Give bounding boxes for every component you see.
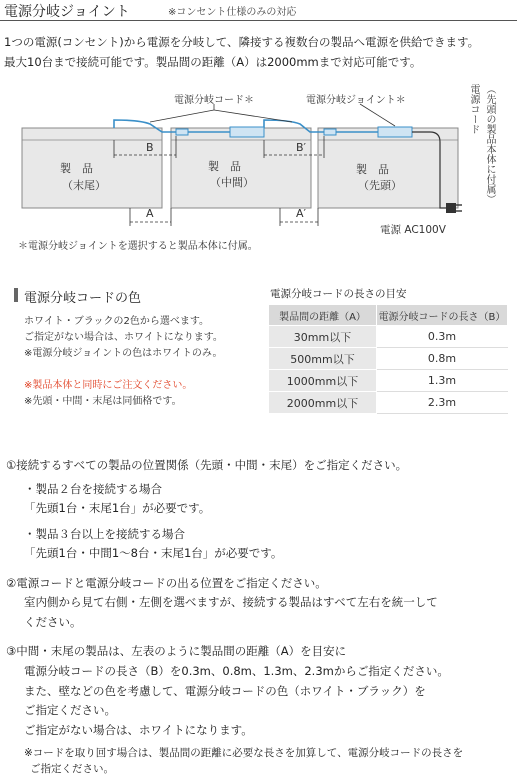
label-b: B [146,141,154,154]
note-3b: また、壁などの色を考慮して、電源分岐コードの色（ホワイト・ブラック）を [24,684,426,698]
length-table [268,304,508,414]
table-row [269,348,508,370]
product-end-title: 製 品 [60,162,93,175]
distance-cell: 2000mm以下 [269,392,377,414]
length-table-title: 電源分岐コードの長さの目安 [270,288,407,300]
header-cord-length: 電源分岐コードの長さ（B） [377,305,508,326]
product-mid-role: （中間） [210,176,254,189]
page-subtitle: ※コンセント仕様のみの対応 [168,7,297,18]
note-3d: ご指定がない場合は、ホワイトになります。 [24,723,253,737]
order-warning: ※製品本体と同時にご注文ください。 [24,380,193,391]
diagram-footnote: ＊電源分岐ジョイントを選択すると製品本体に付属。 [18,241,258,252]
header-divider [0,20,517,21]
product-head-title: 製 品 [356,163,389,176]
note-3a: 電源分岐コードの長さ（B）を0.3m、0.8m、1.3m、2.3mからご指定ください。 [24,664,449,678]
note-3: ③中間・末尾の製品は、左表のように製品間の距離（A）を目安に [6,644,347,658]
price-note: ※先頭・中間・末尾は同価格です。 [24,396,182,407]
power-label: 電源 AC100V [380,224,446,236]
color-line-1: ホワイト・ブラックの2色から選べます。 [24,316,210,327]
cord-label: 電源分岐コード＊ [174,95,254,106]
product-mid-box [171,128,311,208]
label-a2: A′ [296,207,307,220]
product-mid-title: 製 品 [208,160,241,173]
note-4a: ご指定ください。 [30,763,114,775]
table-row [269,392,508,414]
power-cord-label: 電源コード [468,84,479,134]
color-line-2: ご指定がない場合は、ホワイトになります。 [24,332,223,343]
intro-line-1: 1つの電源(コンセント)から電源を分岐して、隣接する複数台の製品へ電源を供給できます。 [4,35,480,49]
note-3c: ご指定ください。 [24,703,116,717]
length-cell: 1.3m [377,370,508,392]
note-2: ②電源コードと電源分岐コードの出る位置をご指定ください。 [6,576,327,590]
length-cell: 0.8m [377,348,508,370]
note-1c: ・製品３台以上を接続する場合 [24,527,185,541]
distance-cell: 30mm以下 [269,326,377,348]
intro-line-2: 最大10台まで接続可能です。製品間の距離（A）は2000mmまで対応可能です。 [4,55,422,69]
joint-label: 電源分岐ジョイント＊ [306,95,406,106]
header-distance: 製品間の距離（A） [269,305,377,326]
color-section-heading: 電源分岐コードの色 [24,291,142,306]
note-2b: ください。 [24,615,82,629]
page-title: 電源分岐ジョイント [4,4,130,20]
distance-cell: 1000mm以下 [269,370,377,392]
product-end-role: （末尾） [62,179,106,192]
label-a: A [146,207,154,220]
label-b2: B′ [296,141,307,154]
note-4: ※コードを取り回す場合は、製品間の距離に必要な長さを加算して、電源分岐コードの長さを [24,747,464,759]
distance-cell: 500mm以下 [269,348,377,370]
product-head-role: （先頭） [358,179,402,192]
plug-icon [446,203,462,213]
section-marker [14,288,18,302]
note-1: ①接続するすべての製品の位置関係（先頭・中間・末尾）をご指定ください。 [6,458,408,472]
note-1d: 「先頭1台・中間1～8台・末尾1台」が必要です。 [24,546,283,560]
color-line-3: ※電源分岐ジョイントの色はホワイトのみ。 [24,348,223,359]
power-cord-side-note: （先頭の製品本体に付属） [484,84,495,204]
note-1a: ・製品２台を接続する場合 [24,482,162,496]
length-cell: 0.3m [377,326,508,348]
table-header-row [269,305,508,326]
table-row [269,370,508,392]
length-cell: 2.3m [377,392,508,414]
note-2a: 室内側から見て右側・左側を選べますが、接続する製品はすべて左右を統一して [24,595,438,609]
note-1b: 「先頭1台・末尾1台」が必要です。 [24,501,211,515]
table-row [269,326,508,348]
